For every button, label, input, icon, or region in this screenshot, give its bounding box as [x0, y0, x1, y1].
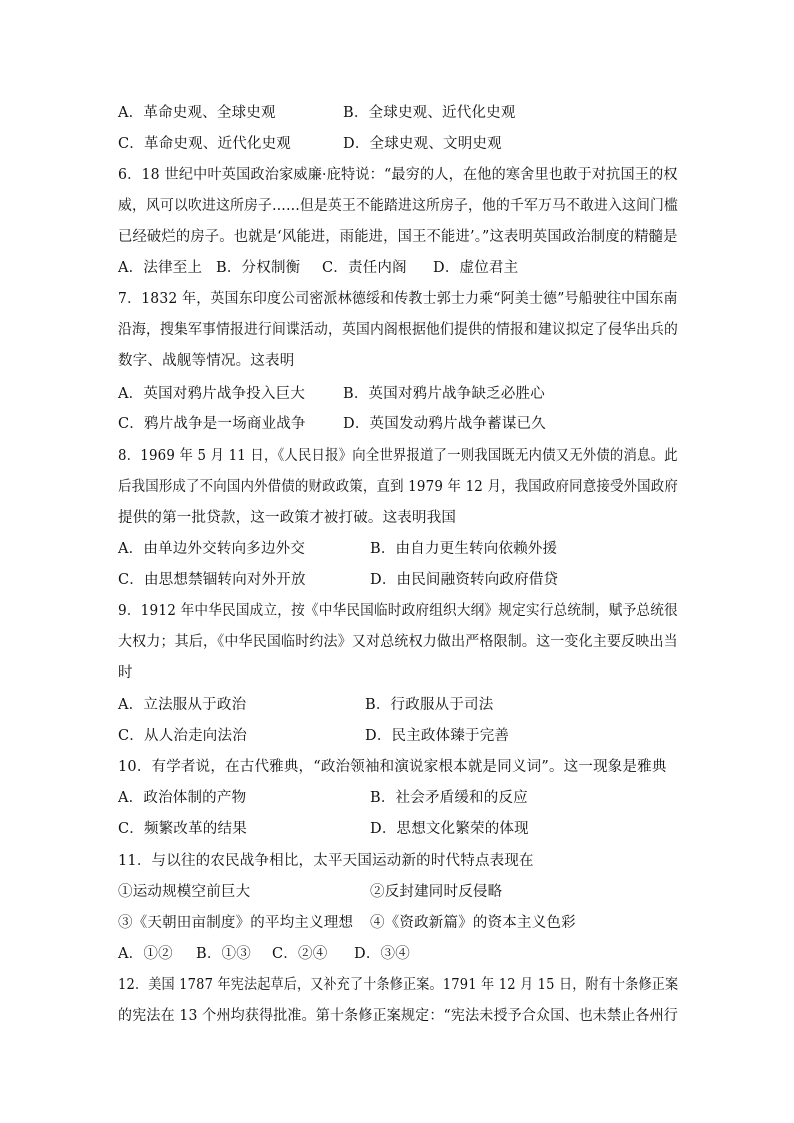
q8-stem-line-2: 后我国形成了不向国内外借债的财政政策，直到 1979 年 12 月，我国政府同意接受外国政府	[118, 479, 678, 495]
q12-stem-line-2: 的宪法在 13 个州均获得批准。第十条修正案规定：“宪法未授予合众国、也未禁止各州行	[118, 1008, 678, 1024]
q9-stem-line-1: 9．1912 年中华民国成立，按《中华民国临时政府组织大纲》规定实行总统制，赋予总统很	[118, 603, 678, 619]
q10-option-a: A．政治体制的产物	[118, 790, 247, 806]
q7-option-c: C．鸦片战争是一场商业战争	[118, 416, 306, 432]
q6-option-a: A．法律至上	[118, 260, 203, 276]
q7-option-d: D．英国发动鸦片战争蓄谋已久	[343, 416, 546, 432]
q11-stem-line-1: 11．与以往的农民战争相比，太平天国运动新的时代特点表现在	[118, 853, 534, 869]
q8-option-b: B．由自力更生转向依赖外援	[370, 541, 558, 557]
q10-option-d: D．思想文化繁荣的体现	[370, 821, 529, 837]
q6-option-d: D．虚位君主	[433, 260, 519, 276]
q10-stem-line-1: 10．有学者说，在古代雅典，“政治领袖和演说家根本就是同义词”。这一现象是雅典	[118, 759, 667, 775]
q8-stem-line-1: 8．1969 年 5 月 11 日，《人民日报》向全世界报道了一则我国既无内债又无外债的消息。此	[118, 448, 678, 464]
q9-option-b: B．行政服从于司法	[365, 697, 494, 713]
q12-stem-line-1: 12．美国 1787 年宪法起草后，又补充了十条修正案。1791 年 12 月 15 日，附有十条修正案	[118, 977, 679, 993]
q11-item-1: ①运动规模空前巨大	[118, 884, 251, 900]
q5-option-c: C．革命史观、近代化史观	[118, 136, 291, 152]
q6-stem-line-2: 威，风可以吹进这所房子……但是英王不能踏进这所房子，他的千军万马不敢进入这间门槛	[118, 198, 679, 214]
q6-option-c: C．责任内阁	[322, 260, 407, 276]
q11-item-3: ③《天朝田亩制度》的平均主义理想	[118, 915, 354, 931]
q11-option-c: C．②④	[272, 946, 328, 962]
q10-option-b: B．社会矛盾缓和的反应	[370, 790, 528, 806]
q8-option-c: C．由思想禁锢转向对外开放	[118, 572, 306, 588]
q5-option-d: D．全球史观、文明史观	[343, 136, 502, 152]
q7-stem-line-1: 7．1832 年，英国东印度公司密派林德绥和传教士郭士力乘“阿美士德”号船驶往中国东南	[118, 291, 678, 307]
q11-option-a: A．①②	[118, 946, 173, 962]
q7-stem-line-3: 数字、战舰等情况。这表明	[118, 353, 295, 369]
q8-option-d: D．由民间融资转向政府借贷	[370, 572, 559, 588]
q11-option-d: D．③④	[354, 946, 410, 962]
q9-stem-line-2: 大权力；其后，《中华民国临时约法》又对总统权力做出严格限制。这一变化主要反映出当	[118, 634, 678, 650]
q6-stem-line-1: 6．18 世纪中叶英国政治家威廉·庇特说：“最穷的人，在他的寒舍里也敢于对抗国王的权	[118, 167, 678, 183]
q7-option-b: B．英国对鸦片战争缺乏必胜心	[343, 386, 545, 402]
q6-stem-line-3: 已经破烂的房子。也就是‘风能进，雨能进，国王不能进’。”这表明英国政治制度的精髓是	[118, 229, 678, 245]
q9-option-c: C．从人治走向法治	[118, 728, 247, 744]
q8-option-a: A．由单边外交转向多边外交	[118, 541, 306, 557]
q9-stem-line-3: 时	[118, 665, 133, 681]
q7-stem-line-2: 沿海，搜集军事情报进行间谍活动，英国内阁根据他们提供的情报和建议拟定了侵华出兵的	[118, 322, 679, 338]
q11-option-b: B．①③	[196, 946, 251, 962]
q5-option-a: A．革命史观、全球史观	[118, 105, 276, 121]
q7-option-a: A．英国对鸦片战争投入巨大	[118, 386, 306, 402]
q6-option-b: B．分权制衡	[216, 260, 301, 276]
q9-option-a: A．立法服从于政治	[118, 697, 247, 713]
q8-stem-line-3: 提供的第一批贷款，这一政策才被打破。这表明我国	[118, 510, 457, 526]
q11-item-4: ④《资政新篇》的资本主义色彩	[370, 915, 576, 931]
q11-item-2: ②反封建同时反侵略	[370, 884, 503, 900]
q5-option-b: B．全球史观、近代化史观	[343, 105, 516, 121]
q10-option-c: C．频繁改革的结果	[118, 821, 247, 837]
q9-option-d: D．民主政体臻于完善	[365, 728, 510, 744]
